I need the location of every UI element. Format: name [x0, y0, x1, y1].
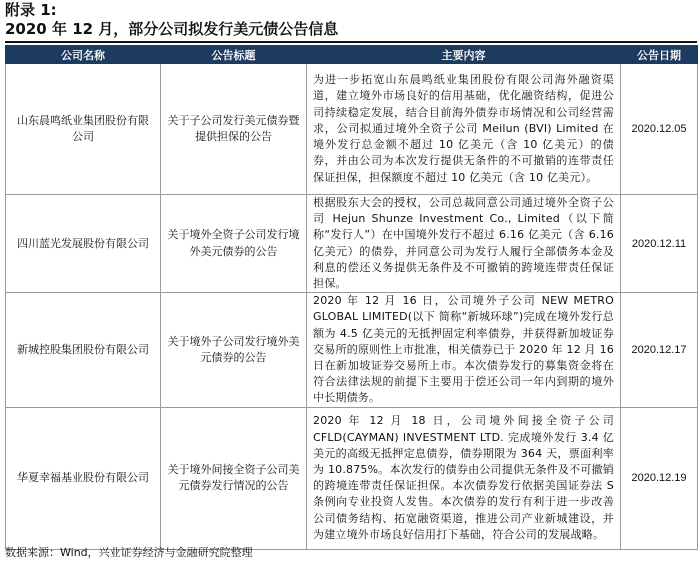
table-row [6, 293, 698, 407]
title-rule [5, 41, 697, 43]
table-row [6, 195, 698, 293]
notice-title-cell: 关于子公司发行美元债券暨提供担保的公告 [161, 64, 307, 195]
notice-title-cell: 关于境外子公司发行境外美元债券的公告 [161, 293, 307, 407]
notice-date-cell: 2020.12.17 [621, 293, 698, 407]
page-title: 2020 年 12 月，部分公司拟发行美元债公告信息 [5, 20, 339, 38]
company-cell: 华夏幸福基业股份有限公司 [6, 407, 161, 549]
notice-title-cell: 关于境外间接全资子公司美元债券发行情况的公告 [161, 407, 307, 549]
company-cell: 山东晨鸣纸业集团股份有限公司 [6, 64, 161, 195]
notice-date-cell: 2020.12.19 [621, 407, 698, 549]
main-content-cell: 为进一步拓宽山东晨鸣纸业集团股份有限公司海外融资渠道，建立境外市场良好的信用基础，优化融资结构，促进公司持续稳定发展，结合目前海外债券市场情况和公司经营需求，公司拟通过境外全资子公司 Meilun (BVI) Limited 在境外发行总金额不超过 10 亿美元（含 10 亿美元）的债券，并由公司为本次发行提供无条件的不可撤销的连带责任保证担保，担保额度不超过 10 亿美元（含 10 亿美元）。 [307, 64, 621, 195]
notice-date-cell: 2020.12.11 [621, 195, 698, 293]
main-content-cell: 2020 年 12 月 18 日，公司境外间接全资子公司 CFLD(CAYMAN) INVESTMENT LTD. 完成境外发行 3.4 亿美元的高级无抵押定息债券，债券期限为 364 天，票面利率为 10.875%。本次发行的债券由公司提供无条件及不可撤销的跨境连带责任保证担保。本次债券发行依据美国证券法 S 条例向专业投资人发售。本次债券的发行有利于进一步改善公司债务结构、拓宽融资渠道，推进公司产业新城建设，并为建立境外市场良好信用打下基础，符合公司的发展战略。 [307, 407, 621, 549]
header-company: 公司名称 [6, 46, 161, 64]
main-content-cell: 根据股东大会的授权，公司总裁同意公司通过境外全资子公司 Hejun Shunze Investment Co., Limited（以下简称“发行人”）在中国境外发行不超过 6.16 亿美元（含 6.16 亿美元）的债券，并同意公司为发行人履行全部债务本金及利息的偿还义务提供无条件及不可撤销的跨境连带责任保证担保。 [307, 195, 621, 293]
header-main-content: 主要内容 [307, 46, 621, 64]
table-row [6, 407, 698, 549]
main-content-cell: 2020 年 12 月 16 日，公司境外子公司 NEW METRO GLOBAL LIMITED(以下 简称“新城环球”)完成在境外发行总额为 4.5 亿美元的无抵押固定利率债券，并获得新加坡证券交易所的原则性上市批准，相关债券已于 2020 年 12 月 16 日在新加坡证券交易所上市。本次债券发行的募集资金将在符合法律法规的前提下主要用于偿还公司一年内到期的境外中长期债务。 [307, 293, 621, 407]
company-cell: 四川蓝光发展股份有限公司 [6, 195, 161, 293]
bond-announcement-table [5, 45, 698, 550]
table-header-row [6, 46, 698, 64]
header-notice-date: 公告日期 [621, 46, 698, 64]
header-notice-title: 公告标题 [161, 46, 307, 64]
appendix-label: 附录 1: [5, 1, 57, 19]
data-source-note: 数据来源：Wind，兴业证券经济与金融研究院整理 [5, 546, 253, 559]
notice-date-cell: 2020.12.05 [621, 64, 698, 195]
company-cell: 新城控股集团股份有限公司 [6, 293, 161, 407]
notice-title-cell: 关于境外全资子公司发行境外美元债券的公告 [161, 195, 307, 293]
table-row [6, 64, 698, 195]
